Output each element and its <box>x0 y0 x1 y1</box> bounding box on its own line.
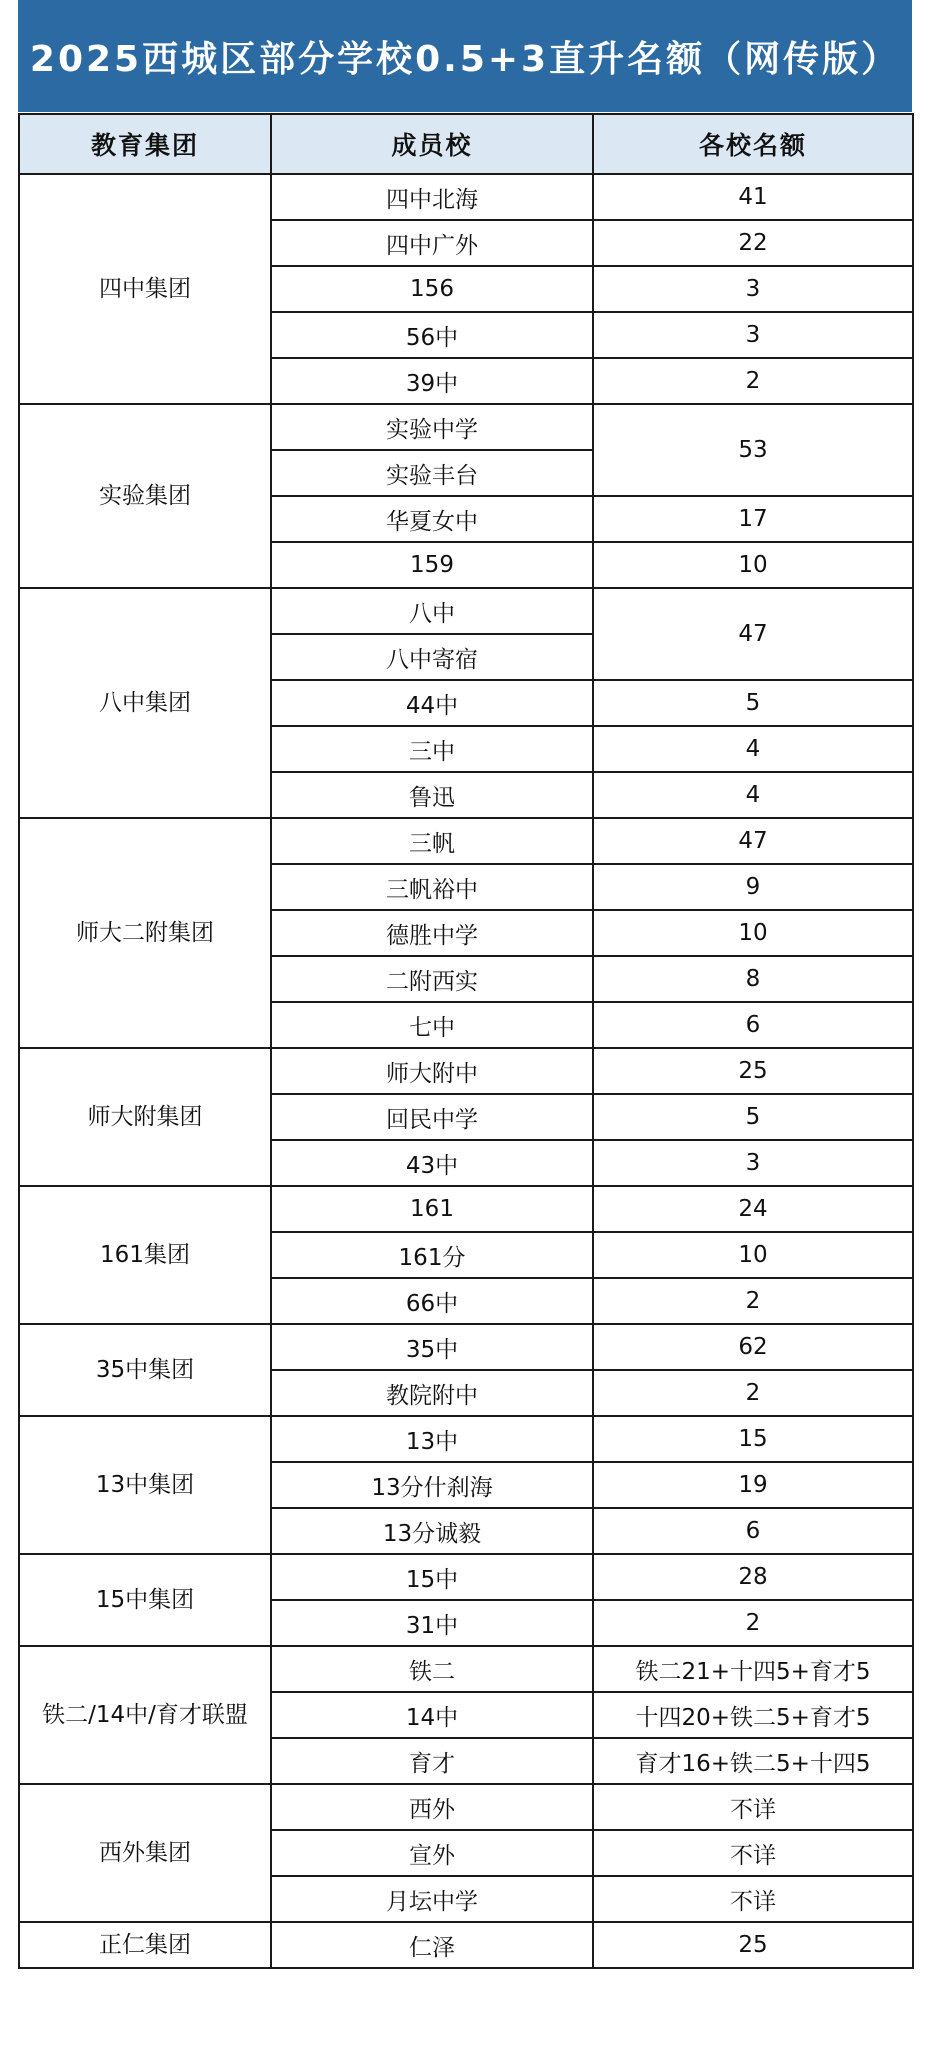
quota-cell: 2 <box>593 1278 913 1324</box>
group-cell: 161集团 <box>19 1186 271 1324</box>
quota-cell: 47 <box>593 588 913 680</box>
quota-cell: 8 <box>593 956 913 1002</box>
school-cell: 回民中学 <box>271 1094 593 1140</box>
quota-cell: 62 <box>593 1324 913 1370</box>
school-cell: 156 <box>271 266 593 312</box>
school-cell: 八中寄宿 <box>271 634 593 680</box>
quota-cell: 4 <box>593 726 913 772</box>
group-cell: 正仁集团 <box>19 1922 271 1968</box>
school-cell: 鲁迅 <box>271 772 593 818</box>
school-cell: 四中广外 <box>271 220 593 266</box>
table-row <box>19 1324 913 1370</box>
quota-cell: 3 <box>593 266 913 312</box>
school-cell: 教院附中 <box>271 1370 593 1416</box>
school-cell: 44中 <box>271 680 593 726</box>
school-cell: 56中 <box>271 312 593 358</box>
group-cell: 15中集团 <box>19 1554 271 1646</box>
table-row <box>19 1646 913 1692</box>
header-school: 成员校 <box>271 114 593 174</box>
quota-cell: 25 <box>593 1048 913 1094</box>
quota-cell: 5 <box>593 680 913 726</box>
quota-cell: 不详 <box>593 1876 913 1922</box>
school-cell: 仁泽 <box>271 1922 593 1968</box>
school-cell: 师大附中 <box>271 1048 593 1094</box>
school-cell: 三帆 <box>271 818 593 864</box>
table-row <box>19 1922 913 1968</box>
table-row <box>19 1554 913 1600</box>
header-quota: 各校名额 <box>593 114 913 174</box>
school-cell: 实验丰台 <box>271 450 593 496</box>
table-body <box>19 174 913 1968</box>
group-cell: 35中集团 <box>19 1324 271 1416</box>
header-group: 教育集团 <box>19 114 271 174</box>
school-cell: 八中 <box>271 588 593 634</box>
quota-cell: 41 <box>593 174 913 220</box>
quota-cell: 5 <box>593 1094 913 1140</box>
page-title: 2025西城区部分学校0.5+3直升名额（网传版） <box>18 0 912 112</box>
quota-cell: 6 <box>593 1002 913 1048</box>
quota-cell: 10 <box>593 542 913 588</box>
quota-cell: 19 <box>593 1462 913 1508</box>
group-cell: 师大附集团 <box>19 1048 271 1186</box>
school-cell: 43中 <box>271 1140 593 1186</box>
school-cell: 华夏女中 <box>271 496 593 542</box>
school-cell: 159 <box>271 542 593 588</box>
quota-cell: 2 <box>593 1600 913 1646</box>
quota-cell: 15 <box>593 1416 913 1462</box>
school-cell: 31中 <box>271 1600 593 1646</box>
school-cell: 西外 <box>271 1784 593 1830</box>
quota-cell: 9 <box>593 864 913 910</box>
quota-cell: 3 <box>593 312 913 358</box>
school-cell: 13中 <box>271 1416 593 1462</box>
quota-cell: 3 <box>593 1140 913 1186</box>
quota-cell: 不详 <box>593 1830 913 1876</box>
school-cell: 二附西实 <box>271 956 593 1002</box>
quota-cell: 10 <box>593 910 913 956</box>
school-cell: 66中 <box>271 1278 593 1324</box>
school-cell: 39中 <box>271 358 593 404</box>
group-cell: 四中集团 <box>19 174 271 404</box>
quota-cell: 24 <box>593 1186 913 1232</box>
quota-cell: 2 <box>593 358 913 404</box>
table-row <box>19 1416 913 1462</box>
quota-cell: 6 <box>593 1508 913 1554</box>
quota-cell: 铁二21+十四5+育才5 <box>593 1646 913 1692</box>
school-cell: 育才 <box>271 1738 593 1784</box>
school-cell: 15中 <box>271 1554 593 1600</box>
quota-cell: 17 <box>593 496 913 542</box>
school-cell: 四中北海 <box>271 174 593 220</box>
quota-cell: 2 <box>593 1370 913 1416</box>
group-cell: 铁二/14中/育才联盟 <box>19 1646 271 1784</box>
quota-cell: 47 <box>593 818 913 864</box>
quota-cell: 28 <box>593 1554 913 1600</box>
table-row <box>19 174 913 220</box>
group-cell: 西外集团 <box>19 1784 271 1922</box>
quota-cell: 10 <box>593 1232 913 1278</box>
table-row <box>19 1048 913 1094</box>
quota-cell: 25 <box>593 1922 913 1968</box>
school-cell: 实验中学 <box>271 404 593 450</box>
school-cell: 13分什刹海 <box>271 1462 593 1508</box>
group-cell: 八中集团 <box>19 588 271 818</box>
school-cell: 14中 <box>271 1692 593 1738</box>
quota-cell: 4 <box>593 772 913 818</box>
school-cell: 铁二 <box>271 1646 593 1692</box>
school-cell: 13分诚毅 <box>271 1508 593 1554</box>
table-row <box>19 1784 913 1830</box>
quota-table <box>18 113 914 1969</box>
quota-cell: 育才16+铁二5+十四5 <box>593 1738 913 1784</box>
school-cell: 161 <box>271 1186 593 1232</box>
header-row <box>19 114 913 174</box>
group-cell: 实验集团 <box>19 404 271 588</box>
group-cell: 13中集团 <box>19 1416 271 1554</box>
school-cell: 月坛中学 <box>271 1876 593 1922</box>
school-cell: 七中 <box>271 1002 593 1048</box>
school-cell: 三帆裕中 <box>271 864 593 910</box>
school-cell: 德胜中学 <box>271 910 593 956</box>
quota-cell: 不详 <box>593 1784 913 1830</box>
table-row <box>19 1186 913 1232</box>
school-cell: 三中 <box>271 726 593 772</box>
group-cell: 师大二附集团 <box>19 818 271 1048</box>
quota-cell: 22 <box>593 220 913 266</box>
table-row <box>19 818 913 864</box>
school-cell: 35中 <box>271 1324 593 1370</box>
quota-cell: 53 <box>593 404 913 496</box>
quota-cell: 十四20+铁二5+育才5 <box>593 1692 913 1738</box>
table-row <box>19 404 913 450</box>
school-cell: 宣外 <box>271 1830 593 1876</box>
school-cell: 161分 <box>271 1232 593 1278</box>
table-row <box>19 588 913 634</box>
